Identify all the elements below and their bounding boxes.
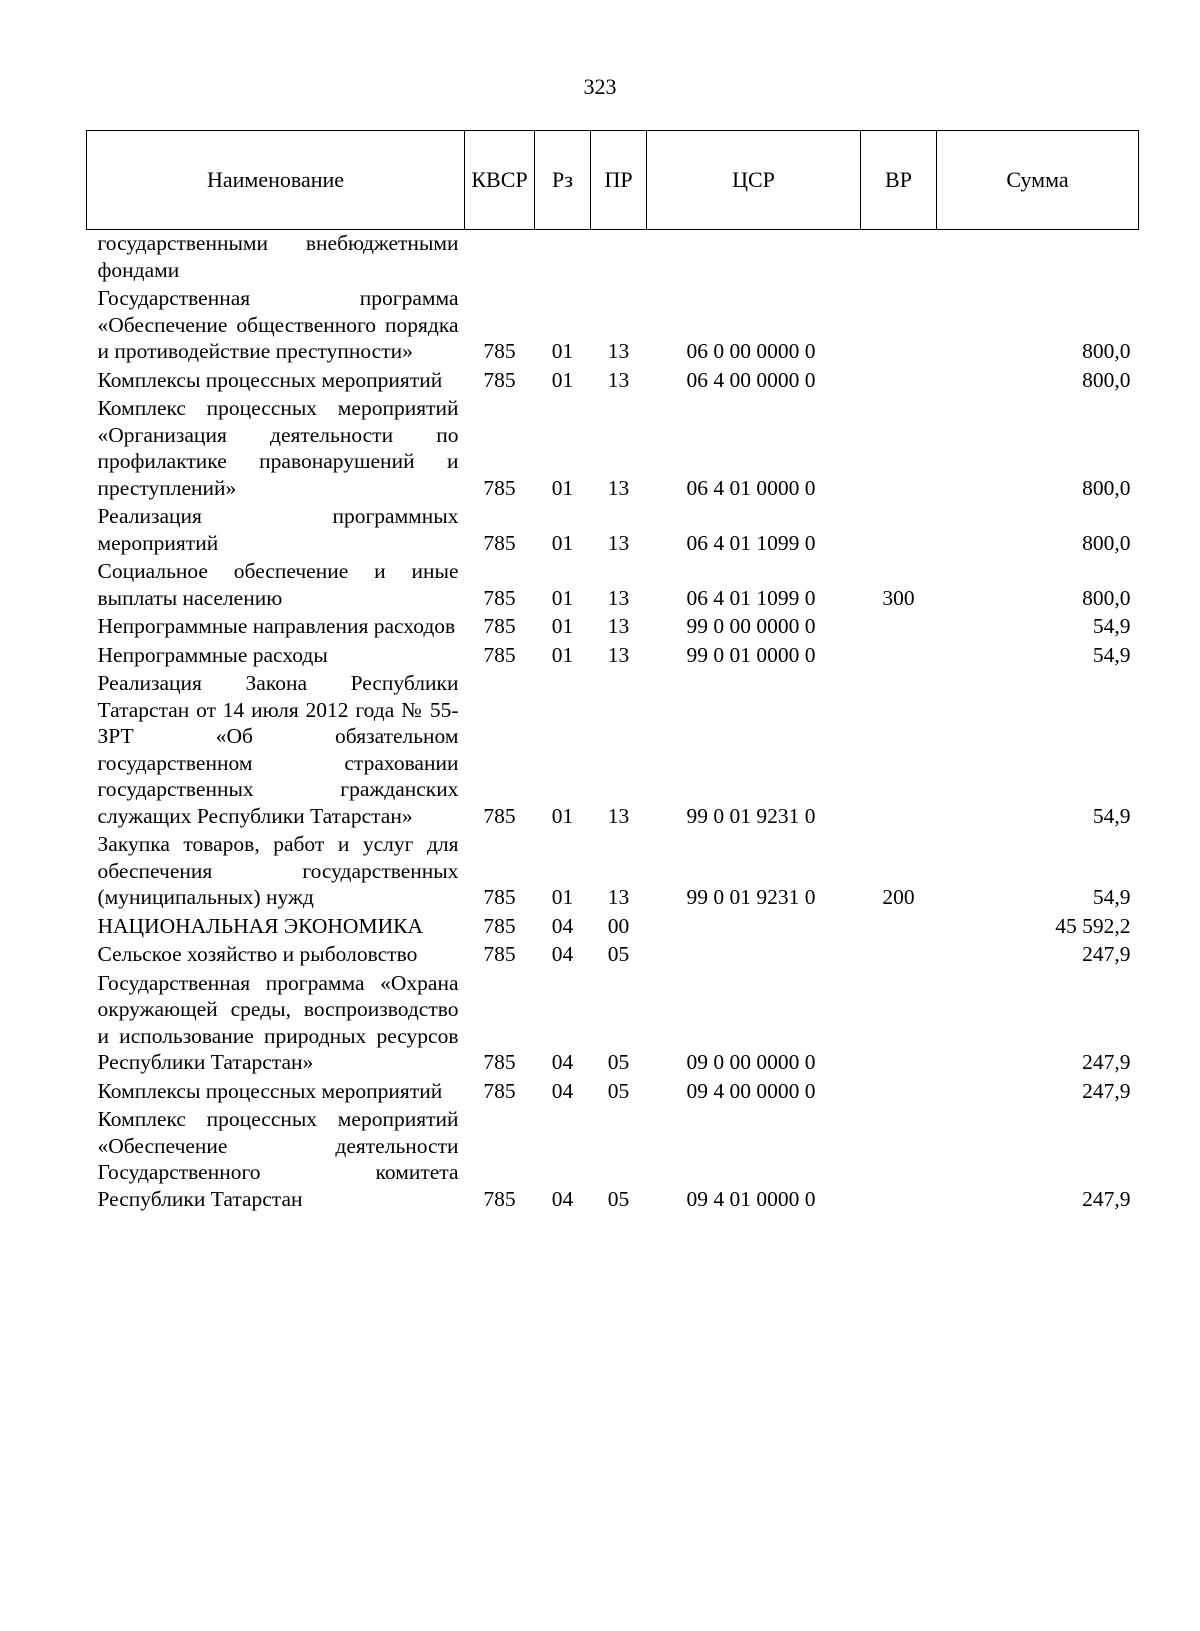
row-csr: 99 0 00 0000 0 — [686, 614, 816, 638]
row-rz: 01 — [551, 367, 574, 392]
table-row — [87, 230, 1139, 284]
row-pr: 05 — [607, 1050, 630, 1074]
page-number: 323 — [583, 74, 617, 99]
row-vr — [861, 230, 937, 284]
table-row — [87, 611, 1139, 640]
row-sum: 800,0 — [1082, 339, 1131, 363]
row-vr — [861, 393, 937, 501]
row-rz: 04 — [551, 942, 574, 966]
row-vr: 200 — [882, 885, 915, 909]
row-name: Комплексы процессных мероприятий — [97, 367, 443, 392]
row-csr: 99 0 01 9231 0 — [686, 885, 816, 909]
row-csr: 09 4 00 0000 0 — [686, 1078, 816, 1103]
row-sum: 247,9 — [1082, 1050, 1131, 1074]
row-pr: 13 — [607, 367, 630, 392]
header-kvsr: КВСР — [465, 131, 535, 230]
row-kvsr: 785 — [483, 614, 516, 638]
table-body — [87, 230, 1139, 1213]
row-vr — [861, 1104, 937, 1212]
row-pr: 05 — [607, 942, 630, 966]
table-row — [87, 365, 1139, 394]
row-kvsr: 785 — [483, 1186, 516, 1211]
row-vr — [861, 611, 937, 640]
row-sum: 247,9 — [1082, 942, 1131, 966]
row-name: Сельское хозяйство и рыболовство — [97, 942, 418, 966]
row-csr: 06 4 00 0000 0 — [686, 367, 816, 392]
row-pr: 13 — [607, 585, 630, 610]
row-pr: 13 — [607, 642, 630, 667]
header-sum: Сумма — [937, 131, 1139, 230]
header-pr: ПР — [591, 131, 647, 230]
row-rz: 01 — [551, 530, 574, 555]
table-row — [87, 283, 1139, 365]
row-kvsr: 785 — [483, 1078, 516, 1103]
row-vr: 300 — [882, 585, 915, 610]
row-kvsr: 785 — [483, 530, 516, 555]
row-sum — [937, 230, 1139, 284]
row-rz: 01 — [551, 803, 574, 828]
row-pr: 13 — [607, 475, 630, 500]
row-sum: 54,9 — [1092, 803, 1131, 828]
row-pr: 13 — [607, 885, 630, 909]
row-name: Непрограммные направления расходов — [97, 614, 456, 638]
table-row — [87, 829, 1139, 911]
table-row — [87, 501, 1139, 556]
row-rz: 04 — [551, 1078, 574, 1103]
row-sum: 45 592,2 — [1055, 913, 1131, 938]
header-name: Наименование — [87, 131, 465, 230]
row-rz: 01 — [551, 614, 574, 638]
row-vr — [861, 640, 937, 669]
row-rz: 01 — [551, 475, 574, 500]
row-name: Комплекс процессных мероприятий «Организация деятельности по профилактике правонарушений и преступлений» — [97, 396, 459, 500]
row-sum: 54,9 — [1092, 885, 1131, 909]
row-vr — [861, 501, 937, 556]
table-row — [87, 911, 1139, 940]
row-kvsr: 785 — [483, 913, 516, 938]
row-vr — [861, 911, 937, 940]
row-sum: 247,9 — [1082, 1186, 1131, 1211]
row-csr: 99 0 01 9231 0 — [686, 803, 816, 828]
row-name: Закупка товаров, работ и услуг для обеспечения государственных (муниципальных) нужд — [97, 832, 459, 909]
row-csr: 06 0 00 0000 0 — [686, 339, 816, 363]
row-name: Реализация Закона Республики Татарстан от 14 июля 2012 года № 55-ЗРТ «Об обязательном государственном страховании государственных гражданских служащих Республики Татарстан» — [97, 671, 459, 828]
row-pr — [591, 230, 647, 284]
row-pr: 13 — [607, 339, 630, 363]
row-name: Социальное обеспечение и иные выплаты населению — [97, 559, 459, 610]
row-vr — [861, 968, 937, 1076]
row-kvsr: 785 — [483, 367, 516, 392]
row-name: НАЦИОНАЛЬНАЯ ЭКОНОМИКА — [97, 913, 423, 938]
row-csr — [647, 230, 861, 284]
row-rz: 01 — [551, 339, 574, 363]
table-header — [87, 131, 1139, 230]
header-csr: ЦСР — [647, 131, 861, 230]
row-sum: 54,9 — [1092, 614, 1131, 638]
row-vr — [861, 1076, 937, 1105]
row-pr: 05 — [607, 1078, 630, 1103]
row-name: Государственная программа «Охрана окружающей среды, воспроизводство и использование природных ресурсов Республики Татарстан» — [97, 970, 459, 1074]
row-sum: 247,9 — [1082, 1078, 1131, 1103]
table-row — [87, 556, 1139, 611]
row-kvsr: 785 — [483, 803, 516, 828]
header-vr: ВР — [861, 131, 937, 230]
row-name: государственными внебюджетными фондами — [97, 231, 459, 282]
row-pr: 13 — [607, 803, 630, 828]
row-rz: 01 — [551, 885, 574, 909]
row-pr: 05 — [607, 1186, 630, 1211]
row-vr — [861, 668, 937, 829]
row-kvsr: 785 — [483, 942, 516, 966]
row-name: Государственная программа «Обеспечение общественного порядка и противодействие преступности» — [97, 286, 459, 363]
row-rz: 01 — [551, 585, 574, 610]
table-row — [87, 939, 1139, 968]
row-sum: 800,0 — [1082, 367, 1131, 392]
budget-table — [86, 130, 1139, 1212]
row-rz: 04 — [551, 1186, 574, 1211]
row-sum: 800,0 — [1082, 475, 1131, 500]
row-vr — [861, 283, 937, 365]
row-pr: 13 — [607, 530, 630, 555]
row-vr — [861, 939, 937, 968]
table-row — [87, 1104, 1139, 1212]
row-name: Комплексы процессных мероприятий — [97, 1078, 443, 1103]
row-kvsr: 785 — [483, 642, 516, 667]
row-name: Реализация программных мероприятий — [97, 504, 459, 555]
row-csr — [647, 911, 861, 940]
row-csr: 09 0 00 0000 0 — [686, 1050, 816, 1074]
row-vr — [861, 365, 937, 394]
row-sum: 54,9 — [1092, 642, 1131, 667]
row-rz: 01 — [551, 642, 574, 667]
row-csr: 99 0 01 0000 0 — [686, 642, 816, 667]
table-row — [87, 968, 1139, 1076]
row-kvsr: 785 — [483, 585, 516, 610]
row-kvsr — [465, 230, 535, 284]
header-rz: Рз — [535, 131, 591, 230]
row-csr: 06 4 01 1099 0 — [686, 585, 816, 610]
row-pr: 13 — [607, 614, 630, 638]
table-row — [87, 393, 1139, 501]
row-pr: 00 — [607, 913, 630, 938]
row-kvsr: 785 — [483, 1050, 516, 1074]
row-csr: 06 4 01 1099 0 — [686, 530, 816, 555]
row-name: Непрограммные расходы — [97, 642, 328, 667]
row-rz — [535, 230, 591, 284]
table-row — [87, 1076, 1139, 1105]
row-sum: 800,0 — [1082, 530, 1131, 555]
row-csr: 09 4 01 0000 0 — [686, 1186, 816, 1211]
row-kvsr: 785 — [483, 475, 516, 500]
row-rz: 04 — [551, 1050, 574, 1074]
row-name: Комплекс процессных мероприятий «Обеспечение деятельности Государственного комитета Республики Татарстан — [97, 1107, 459, 1211]
row-sum: 800,0 — [1082, 585, 1131, 610]
table-row — [87, 668, 1139, 829]
row-kvsr: 785 — [483, 885, 516, 909]
row-rz: 04 — [551, 913, 574, 938]
row-kvsr: 785 — [483, 339, 516, 363]
row-csr: 06 4 01 0000 0 — [686, 475, 816, 500]
row-csr — [647, 939, 861, 968]
table-row — [87, 640, 1139, 669]
